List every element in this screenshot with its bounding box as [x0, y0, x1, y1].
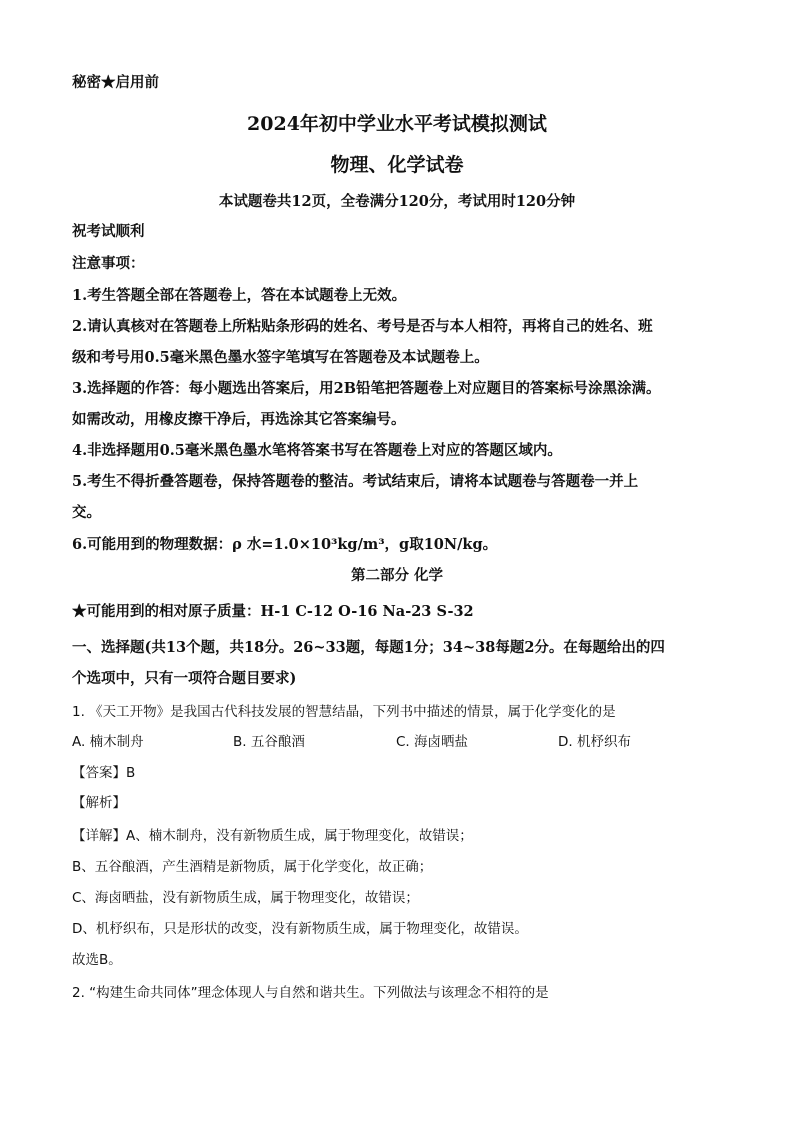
question-1-option-c: C. 海卤晒盐: [396, 734, 469, 750]
question-1-option-b: B. 五谷酿酒: [233, 734, 305, 750]
question-1-detail: 【详解】A、楠木制舟，没有新物质生成，属于物理变化，故错误；: [72, 828, 473, 844]
note-item: 2.请认真核对在答题卷上所粘贴条形码的姓名、考号是否与本人相符，再将自己的姓名、班: [72, 318, 653, 335]
note-item: 3.选择题的作答：每小题选出答案后，用2B铅笔把答题卷上对应题目的答案标号涂黑涂满。: [72, 380, 661, 397]
exam-subtitle: 物理、化学试卷: [330, 154, 464, 176]
question-1-detail: C、海卤晒盐，没有新物质生成，属于物理变化，故错误；: [72, 890, 419, 906]
atomic-masses: ★可能用到的相对原子质量：H-1 C-12 O-16 Na-23 S-32: [72, 603, 474, 620]
part-one-instructions: 一、选择题(共13个题，共18分。26~33题，每题1分；34~38每题2分。在每题给出的四: [72, 639, 665, 656]
note-item: 6.可能用到的物理数据：ρ 水=1.0×10³kg/m³，g取10N/kg。: [72, 536, 498, 553]
question-1-option-d: D. 机杼织布: [558, 734, 631, 750]
exam-info: 本试题卷共12页，全卷满分120分，考试用时120分钟: [218, 193, 576, 210]
note-item: 1.考生答题全部在答题卷上，答在本试题卷上无效。: [72, 287, 407, 304]
note-item: 如需改动，用橡皮擦干净后，再选涂其它答案编号。: [72, 411, 406, 428]
question-1-option-a: A. 楠木制舟: [72, 734, 144, 750]
notes-heading: 注意事项：: [72, 255, 145, 272]
exam-wish: 祝考试顺利: [72, 223, 145, 240]
question-1-stem: 1. 《天工开物》是我国古代科技发展的智慧结晶，下列书中描述的情景，属于化学变化的是: [72, 704, 616, 720]
question-2-stem: 2. “构建生命共同体”理念体现人与自然和谐共生。下列做法与该理念不相符的是: [72, 985, 549, 1001]
question-1-detail: B、五谷酿酒，产生酒精是新物质，属于化学变化，故正确；: [72, 859, 433, 875]
question-1-detail: D、机杼织布，只是形状的改变，没有新物质生成，属于物理变化，故错误。: [72, 921, 528, 937]
question-1-conclusion: 故选B。: [72, 952, 122, 968]
part-one-instructions: 个选项中，只有一项符合题目要求): [72, 670, 297, 687]
note-item: 级和考号用0.5毫米黑色墨水签字笔填写在答题卷及本试题卷上。: [72, 349, 489, 366]
secret-label: 秘密★启用前: [72, 74, 159, 91]
note-item: 5.考生不得折叠答题卷，保持答题卷的整洁。考试结束后，请将本试题卷与答题卷一并上: [72, 473, 639, 490]
question-1-analysis-label: 【解析】: [72, 795, 126, 811]
section-title: 第二部分 化学: [350, 567, 444, 584]
note-item: 交。: [72, 504, 101, 521]
note-item: 4.非选择题用0.5毫米黑色墨水笔将答案书写在答题卷上对应的答题区域内。: [72, 442, 562, 459]
question-1-answer: 【答案】B: [72, 765, 136, 781]
exam-title: 2024年初中学业水平考试模拟测试: [247, 113, 547, 135]
